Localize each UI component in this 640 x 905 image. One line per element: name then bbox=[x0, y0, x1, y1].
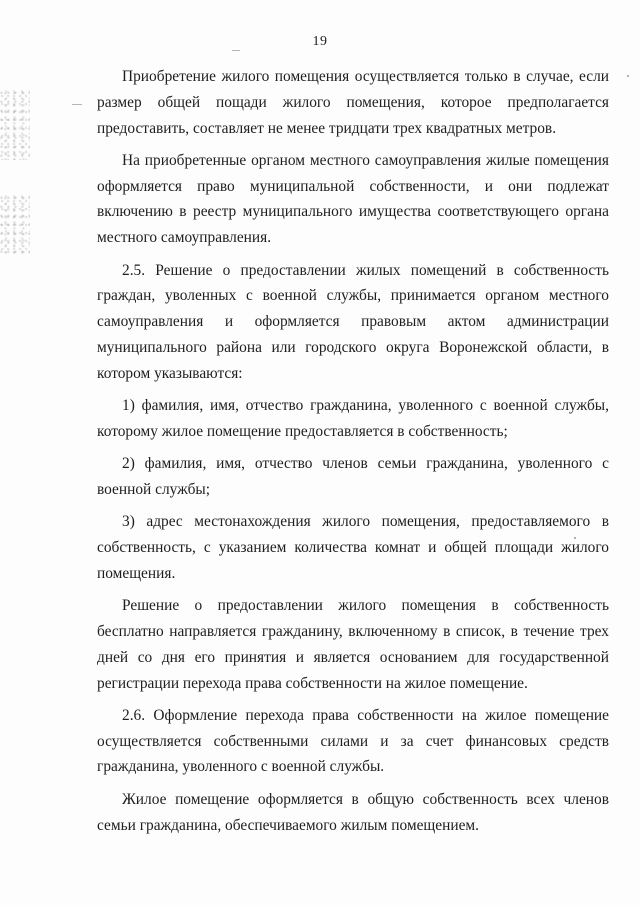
list-item: 3) адрес местонахождения жилого помещения, предоставляемого в собственность, с указанием количества комнат и общей площади жилого помещения. bbox=[97, 513, 609, 582]
scan-artifact bbox=[72, 104, 82, 105]
paragraph: 2.5. Решение о предоставлении жилых помещений в собственность граждан, уволенных с военной службы, принимается органом местного самоуправления и оформляется правовым актом администрации муниципального района или городского округа Воронежской области, в котором указываются: bbox=[97, 261, 609, 382]
scan-artifact bbox=[0, 195, 30, 255]
list-item: 2) фамилия, имя, отчество членов семьи гражданина, уволенного с военной службы; bbox=[97, 455, 609, 498]
paragraph: Решение о предоставлении жилого помещения в собственность бесплатно направляется гражданину, включенному в список, в течение трех дней со дня его принятия и является основанием для государственной регистрации перехода права собственности на жилое помещение. bbox=[97, 597, 609, 692]
paragraph: Жилое помещение оформляется в общую собственность всех членов семьи гражданина, обеспечиваемого жилым помещением. bbox=[97, 790, 609, 834]
page-number: 19 bbox=[312, 34, 328, 49]
scan-artifact bbox=[627, 75, 629, 77]
paragraph: Приобретение жилого помещения осуществляется только в случае, если размер общей пощади жилого помещения, которое предполагается предоставить, составляет не менее тридцати трех квадратных метров. bbox=[97, 68, 609, 137]
scan-artifact bbox=[0, 90, 30, 160]
paragraph: На приобретенные органом местного самоуправления жилые помещения оформляется право муниципальной собственности, и они подлежат включению в реестр муниципального имущества соответствующего органа местного самоуправления. bbox=[97, 151, 609, 247]
paragraph: 2.6. Оформление перехода права собственности на жилое помещение осуществляется собственными силами и за счет финансовых средств гражданина, уволенного с военной службы. bbox=[97, 706, 609, 776]
scan-artifact bbox=[232, 50, 240, 51]
list-item: 1) фамилия, имя, отчество гражданина, уволенного с военной службы, которому жилое помещение предоставляется в собственность; bbox=[97, 397, 609, 440]
document-body bbox=[97, 64, 609, 845]
